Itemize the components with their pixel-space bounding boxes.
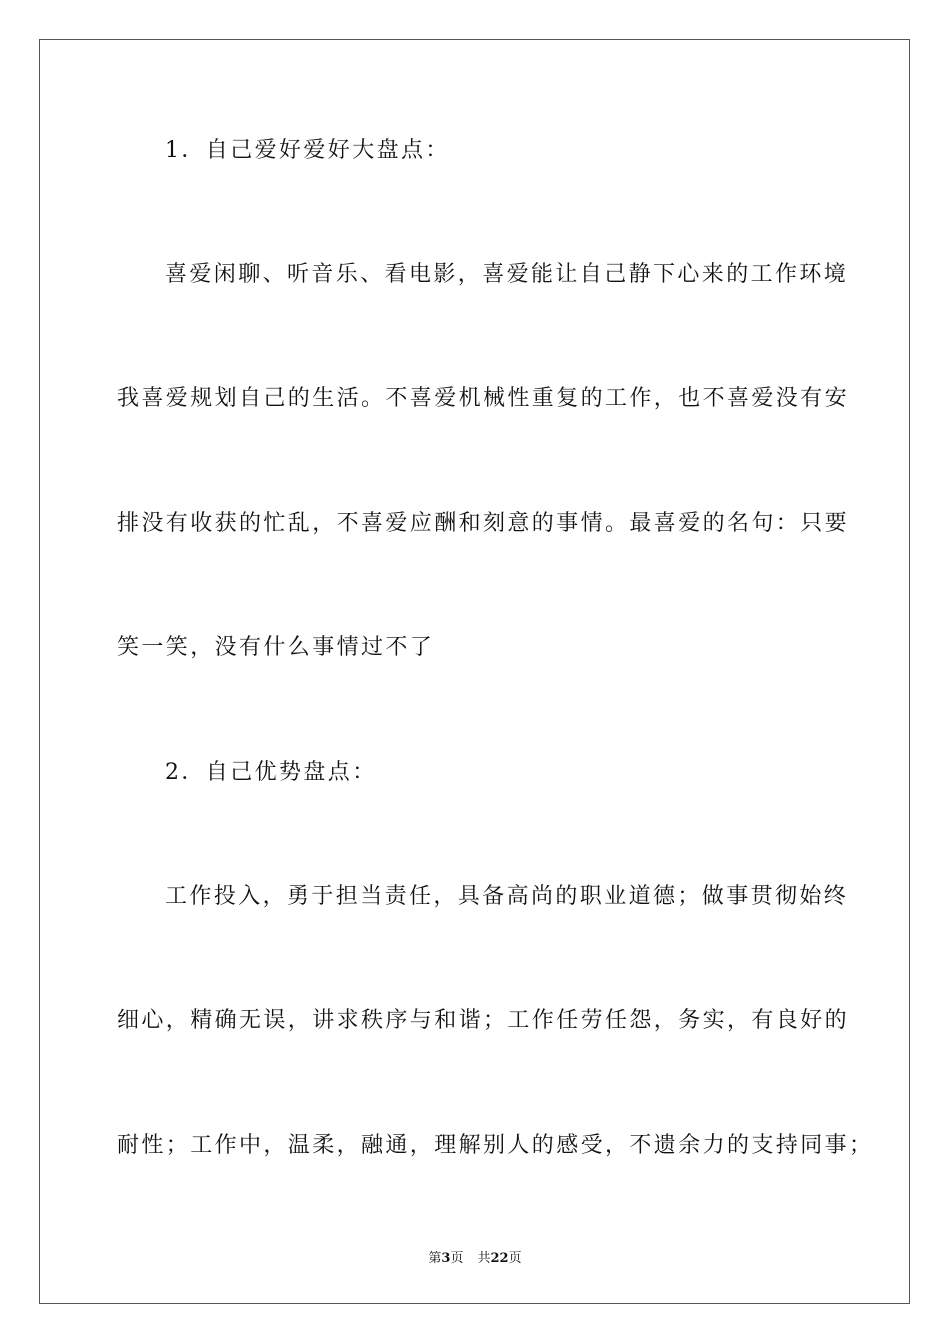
- paragraph-line: 细心，精确无误，讲求秩序与和谐；工作任劳任怨，务实，有良好的: [117, 1008, 850, 1033]
- paragraph-line: 工作投入，勇于担当责任，具备高尚的职业道德；做事贯彻始终: [165, 884, 849, 909]
- paragraph-line: 笑一笑，没有什么事情过不了: [117, 635, 435, 660]
- page-border: [39, 39, 910, 1304]
- footer-page-prefix: 第: [428, 1251, 442, 1266]
- page-footer: [0, 1247, 950, 1266]
- paragraph-line: 耐性；工作中，温柔，融通，理解别人的感受，不遗余力的支持同事；: [117, 1133, 874, 1158]
- paragraph-line: 排没有收获的忙乱，不喜爱应酬和刻意的事情。最喜爱的名句：只要: [117, 511, 850, 536]
- footer-total-prefix: 共: [477, 1251, 491, 1266]
- heading-strengths: 2．自己优势盘点：: [165, 760, 377, 785]
- paragraph-line: 喜爱闲聊、听音乐、看电影，喜爱能让自己静下心来的工作环境: [165, 262, 849, 287]
- footer-total-suffix: 页: [508, 1251, 522, 1266]
- paragraph-line: 我喜爱规划自己的生活。不喜爱机械性重复的工作，也不喜爱没有安: [117, 386, 850, 411]
- footer-total-pages: 22: [490, 1251, 509, 1266]
- footer-page-suffix: 页: [450, 1251, 464, 1266]
- heading-hobbies: 1．自己爱好爱好大盘点：: [165, 138, 450, 163]
- footer-page-number: 3: [441, 1251, 451, 1266]
